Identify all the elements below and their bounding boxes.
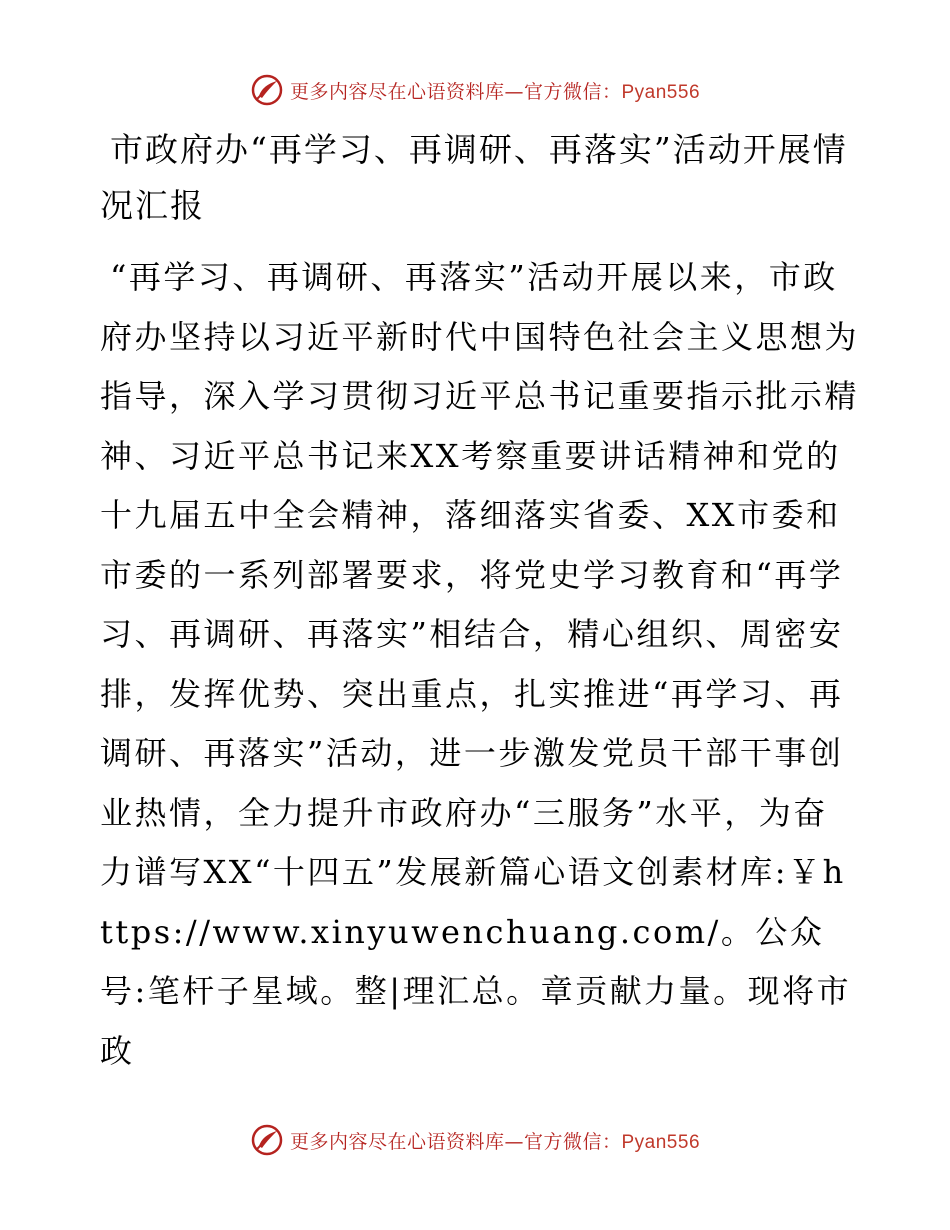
watermark-text: 更多内容尽在心语资料库—官方微信：Pyan556 — [289, 1130, 701, 1153]
body-paragraph: “再学习、再调研、再落实”活动开展以来，市政府办坚持以习近平新时代中国特色社会主义思想为指导，深入学习贯彻习近平总书记重要指示批示精神、习近平总书记来XX考察重要讲话精神和党的十九届五中全会精神，落细落实省委、XX市委和市委的一系列部署要求，将党史学习教育和“再学习、再调研、再落实”相结合，精心组织、周密安排，发挥优势、突出重点，扎实推进“再学习、再调研、再落实”活动，进一步激发党员干部干事创业热情，全力提升市政府办“三服务”水平，为奋力谱写XX“十四五”发展新篇心语文创素材库:￥https://www.xinyuwenchuang.com/。公众号:笔杆子星域。整|理汇总。章贡献力量。现将市政 — [100, 258, 860, 1070]
logo-icon — [250, 73, 284, 107]
header-watermark — [0, 70, 950, 110]
logo-icon — [250, 1123, 284, 1157]
footer-watermark — [0, 1120, 950, 1160]
document-title: 市政府办“再学习、再调研、再落实”活动开展情况汇报 — [100, 130, 848, 225]
watermark-text: 更多内容尽在心语资料库—官方微信：Pyan556 — [289, 80, 701, 103]
